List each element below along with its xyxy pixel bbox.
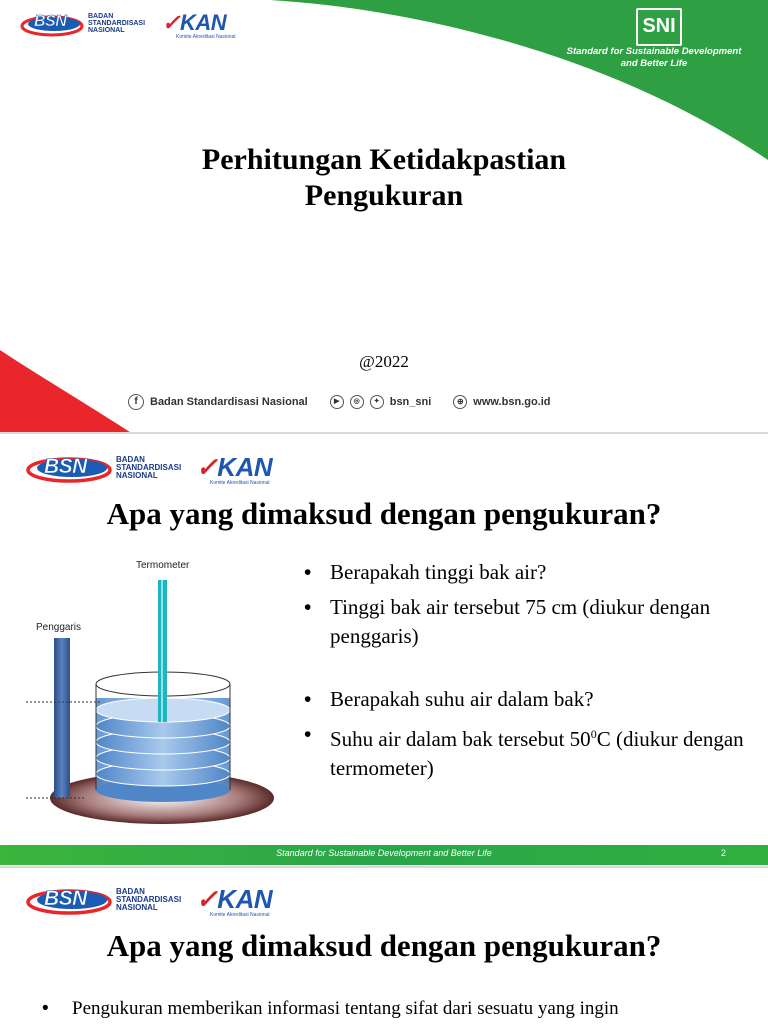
slide-title: Apa yang dimaksud dengan pengukuran?: [106, 496, 662, 531]
bullet-list: [298, 558, 748, 783]
kan-logo: ✓KAN Komite Akreditasi Nasional: [196, 884, 273, 918]
tagline-line1: Standard for Sustainable Development: [566, 46, 742, 57]
bsn-logo: [20, 12, 156, 34]
list-item: • Berapakah suhu air dalam bak?: [304, 687, 594, 711]
content-slide-2: [0, 434, 768, 866]
list-item: • Tinggi bak air tersebut 75 cm (diukur dengan penggaris): [304, 595, 711, 648]
kan-logo-text: KAN: [217, 884, 273, 914]
instagram-icon: ◎: [350, 395, 364, 409]
bullet-text: Berapakah suhu air dalam bak?: [330, 687, 594, 711]
social-handle: bsn_sni: [389, 396, 432, 408]
measurement-figure: [22, 552, 312, 842]
title-slide: [0, 0, 768, 432]
kan-logo: ✓KAN Komite Akreditasi Nasional: [196, 452, 273, 486]
content-slide-3: [0, 868, 768, 1024]
kan-logo-subtitle: Komite Akreditasi Nasional: [176, 34, 236, 40]
bsn-logo-text: BSN: [44, 887, 87, 910]
bullet-text-prefix: Suhu air dalam bak tersebut 50: [330, 727, 591, 751]
thermometer-label: Termometer: [136, 560, 190, 571]
footer-tagline: Standard for Sustainable Development and Better Life: [276, 848, 492, 858]
bullet-text-suffix: C (diukur dengan termometer): [330, 727, 744, 780]
list-item: • Berapakah tinggi bak air?: [304, 560, 547, 584]
bullet-superscript: 0: [590, 727, 597, 741]
bsn-logo: [26, 886, 196, 914]
slide-title: [0, 142, 768, 214]
globe-icon: ⊕: [453, 395, 467, 409]
bullet-list: [40, 994, 760, 1023]
kan-logo: ✓KAN Komite Akreditasi Nasional: [162, 10, 236, 40]
kan-logo-text: KAN: [217, 452, 273, 482]
list-item: • Pengukuran memberikan informasi tentang sifat dari sesuatu yang ingin: [42, 998, 619, 1019]
bsn-logo-text: BSN: [44, 455, 87, 478]
title-line1: Perhitungan Ketidakpastian: [201, 143, 567, 176]
twitter-icon: ✦: [370, 395, 384, 409]
bsn-logo: [26, 454, 196, 482]
bsn-logo-subtitle: BADAN STANDARDISASI NASIONAL: [116, 887, 182, 912]
year-label: @2022: [359, 352, 409, 371]
sni-logo: [636, 8, 682, 46]
facebook-icon: f: [128, 394, 144, 410]
bullet-text: Tinggi bak air tersebut 75 cm (diukur dengan penggaris): [330, 595, 711, 648]
youtube-icon: ▶: [330, 395, 344, 409]
slide-title: Apa yang dimaksud dengan pengukuran?: [106, 928, 662, 963]
kan-logo-text: KAN: [179, 10, 227, 35]
tagline-line2: and Better Life: [620, 58, 688, 69]
bsn-logo-text: BSN: [34, 13, 67, 30]
footer-bar: [0, 845, 768, 865]
list-item: • Suhu air dalam bak tersebut $50^0C$ (diukur dengan termometer): [304, 723, 744, 780]
kan-logo-subtitle: Komite Akreditasi Nasional: [210, 480, 270, 486]
page-number: 2: [720, 848, 726, 858]
sni-logo-text: SNI: [642, 15, 676, 37]
kan-logo-subtitle: Komite Akreditasi Nasional: [210, 912, 270, 918]
bullet-text: Berapakah tinggi bak air?: [330, 560, 547, 584]
tagline: [540, 46, 768, 70]
title-line2: Pengukuran: [304, 179, 464, 212]
website-link[interactable]: www.bsn.go.id: [473, 396, 551, 408]
bsn-logo-subtitle: BADAN STANDARDISASI NASIONAL: [88, 12, 146, 34]
bullet-text: Pengukuran memberikan informasi tentang sifat dari sesuatu yang ingin: [72, 998, 619, 1019]
ruler-label: Penggaris: [36, 622, 82, 633]
bsn-logo-subtitle: BADAN STANDARDISASI NASIONAL: [116, 455, 182, 480]
facebook-name: Badan Standardisasi Nasional: [150, 396, 308, 408]
social-bar: [128, 394, 551, 410]
